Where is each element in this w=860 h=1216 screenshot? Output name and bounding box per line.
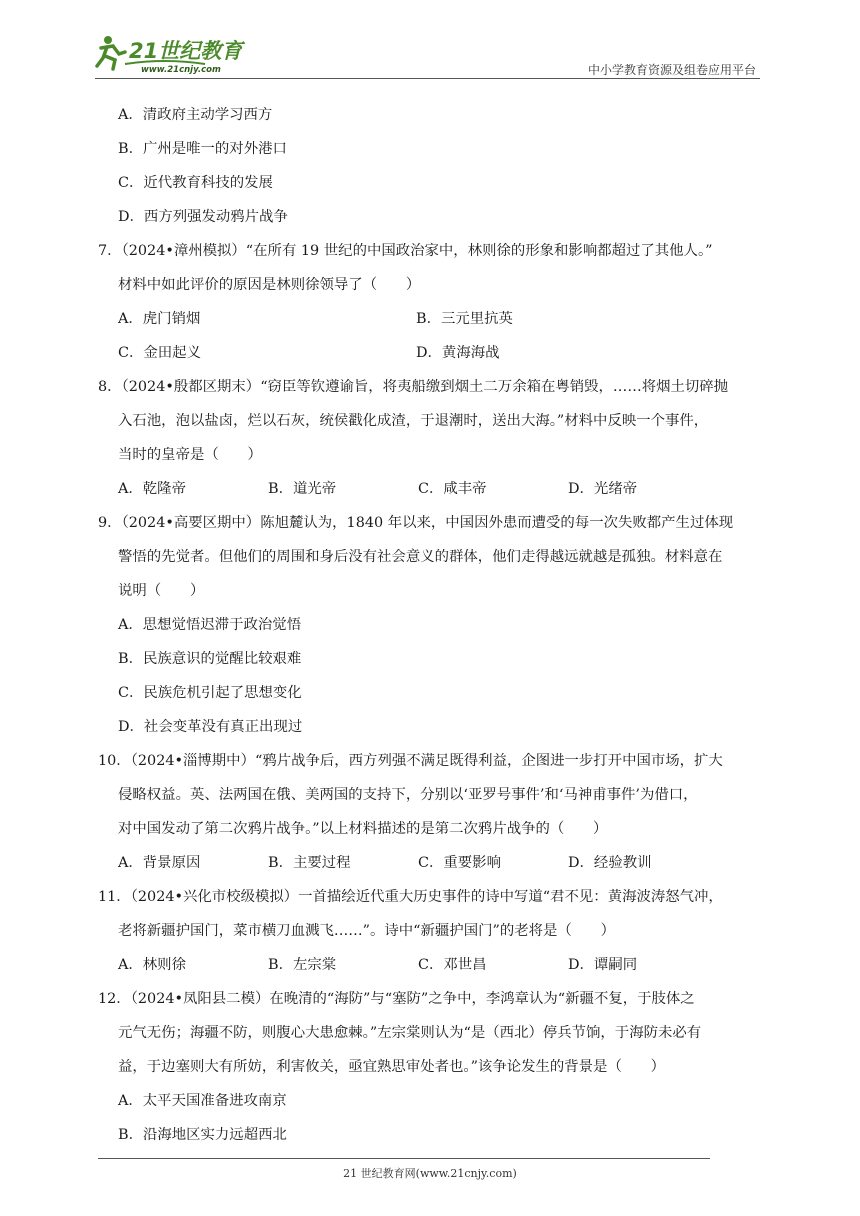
question-stem: 说明（ ） (118, 583, 205, 599)
option-b: B．左宗棠 (268, 957, 337, 973)
option-d: D．西方列强发动鸦片战争 (118, 209, 288, 225)
options-row (98, 852, 778, 886)
question-stem: 11．（2024•兴化市校级模拟）一首描绘近代重大历史事件的诗中写道“君不见：黄海波涛怒气冲， (98, 889, 723, 905)
options-row (98, 308, 778, 342)
page-footer: 21 世纪教育网(www.21cnjy.com) (343, 1167, 517, 1180)
option-d: D．社会变革没有真正出现过 (118, 719, 303, 735)
option-d: D．谭嗣同 (568, 957, 638, 973)
option-d: D．黄海海战 (416, 345, 500, 361)
option-b: B．沿海地区实力远超西北 (118, 1127, 287, 1143)
site-logo (95, 34, 265, 74)
question-stem: 8．（2024•殷都区期末）“窃臣等钦遵谕旨，将夷船缴到烟土二万余箱在粤销毁，……将烟土切碎抛 (98, 379, 729, 395)
option-c: C．重要影响 (418, 855, 501, 871)
option-a: A．乾隆帝 (118, 481, 186, 497)
option-d: D．经验教训 (568, 855, 652, 871)
question-6-options (98, 104, 778, 240)
question-11 (98, 886, 778, 988)
option-a: A．虎门销烟 (118, 311, 201, 327)
question-12 (98, 988, 778, 1158)
runner-icon (97, 36, 125, 69)
option-c: C．近代教育科技的发展 (118, 175, 273, 191)
option-a: A．背景原因 (118, 855, 201, 871)
option-b: B．主要过程 (268, 855, 351, 871)
question-stem: 12．（2024•凤阳县二模）在晚清的“海防”与“塞防”之争中，李鸿章认为“新疆不复，于肢体之 (98, 991, 695, 1007)
options-row (98, 342, 778, 376)
question-stem: 10．（2024•淄博期中）“鸦片战争后，西方列强不满足既得利益，企图进一步打开中国市场，扩大 (98, 753, 723, 769)
options-row (98, 954, 778, 988)
question-list (98, 104, 778, 1158)
option-c: C．咸丰帝 (418, 481, 487, 497)
question-stem: 当时的皇帝是（ ） (118, 447, 262, 463)
option-c: C．邓世昌 (418, 957, 487, 973)
question-stem: 侵略权益。英、法两国在俄、美两国的支持下，分别以‘亚罗号事件’和‘马神甫事件’为借口， (118, 787, 698, 803)
question-stem: 元气无伤；海疆不防，则腹心大患愈棘。”左宗棠则认为“是（西北）停兵节饷，于海防未必有 (118, 1025, 702, 1041)
question-stem: 老将新疆护国门，菜市横刀血溅飞……”。诗中“新疆护国门”的老将是（ ） (118, 923, 615, 939)
question-8 (98, 376, 778, 512)
header-tagline: 中小学教育资源及组卷应用平台 (587, 63, 756, 77)
question-stem: 7．（2024•漳州模拟）“在所有 19 世纪的中国政治家中，林则徐的形象和影响都超过了其他人。” (98, 243, 713, 259)
option-b: B．广州是唯一的对外港口 (118, 141, 287, 157)
question-stem: 警悟的先觉者。但他们的周围和身后没有社会意义的群体，他们走得越远就越是孤独。材料意在 (118, 549, 723, 565)
logo-url-text: www.21cnjy.com (141, 65, 221, 74)
footer-divider (98, 1158, 710, 1159)
question-10 (98, 750, 778, 886)
option-c: C．民族危机引起了思想变化 (118, 685, 302, 701)
question-9 (98, 512, 778, 750)
option-b: B．三元里抗英 (416, 311, 513, 327)
question-stem: 对中国发动了第二次鸦片战争。”以上材料描述的是第二次鸦片战争的（ ） (118, 821, 608, 837)
option-b: B．道光帝 (268, 481, 337, 497)
question-stem: 材料中如此评价的原因是林则徐领导了（ ） (118, 277, 421, 293)
option-a: A．思想觉悟迟滞于政治觉悟 (118, 617, 302, 633)
option-b: B．民族意识的觉醒比较艰难 (118, 651, 302, 667)
options-row (98, 478, 778, 512)
option-a: A．林则徐 (118, 957, 186, 973)
page-header (95, 30, 760, 80)
header-divider (95, 78, 760, 79)
option-c: C．金田起义 (118, 345, 201, 361)
option-a: A．清政府主动学习西方 (118, 107, 273, 123)
question-stem: 益，于边塞则大有所妨，利害攸关，亟宜熟思审处者也。”该争论发生的背景是（ ） (118, 1059, 666, 1075)
question-7 (98, 240, 778, 376)
logo-main-text: 21世纪教育 (129, 39, 243, 63)
option-a: A．太平天国准备进攻南京 (118, 1093, 287, 1109)
option-d: D．光绪帝 (568, 481, 638, 497)
question-stem: 9．（2024•高要区期中）陈旭麓认为，1840 年以来，中国因外患而遭受的每一次失败都产生过体现 (98, 515, 734, 531)
question-stem: 入石池，泡以盐卤，烂以石灰，统侯戳化成渣，于退潮时，送出大海。”材料中反映一个事件， (118, 413, 709, 429)
